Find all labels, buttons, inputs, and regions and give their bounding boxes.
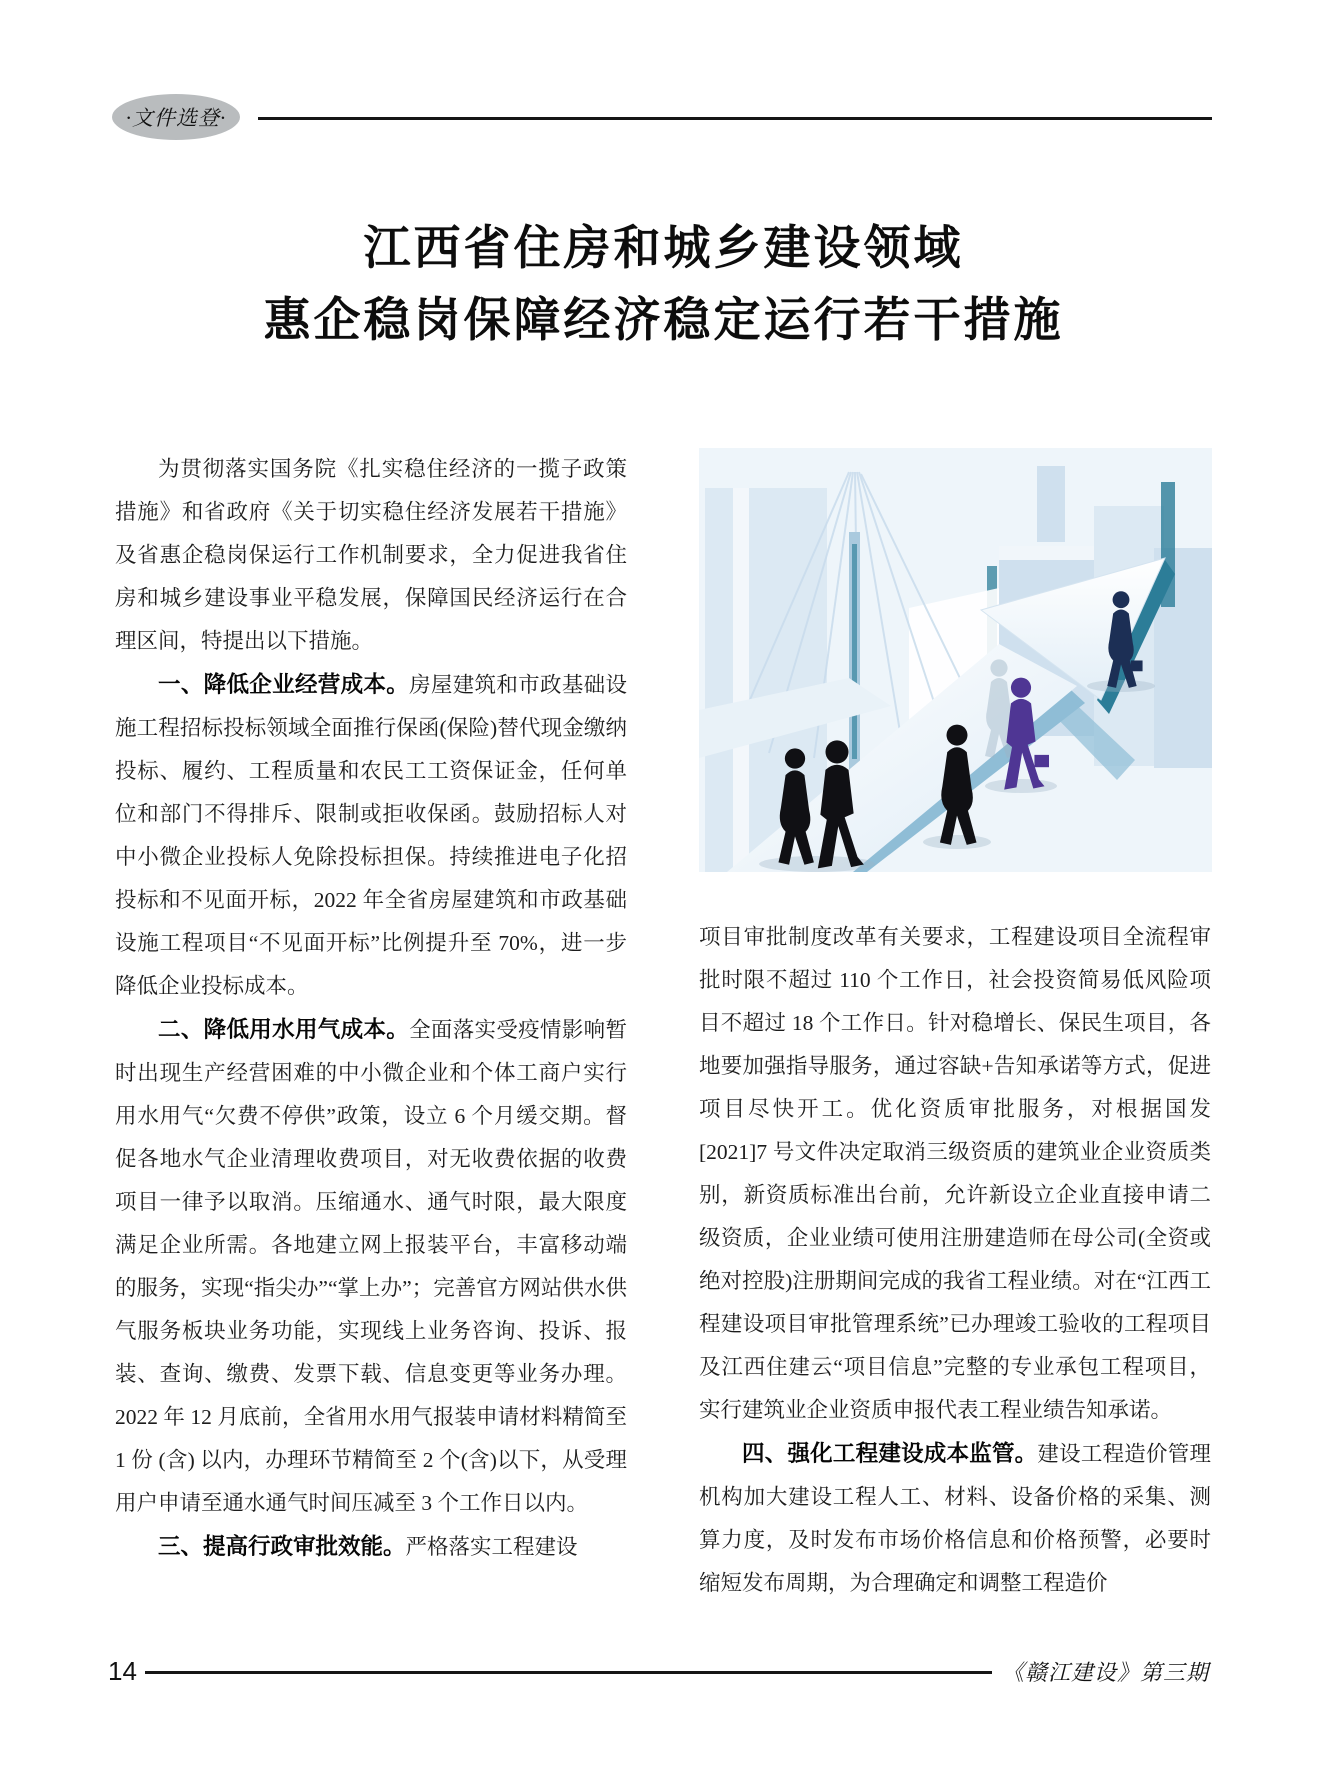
footer-rule xyxy=(145,1671,992,1674)
header-rule xyxy=(258,117,1212,120)
paragraph: 为贯彻落实国务院《扎实稳住经济的一揽子政策措施》和省政府《关于切实稳住经济发展若干措施》及省惠企稳岗保运行工作机制要求，全力促进我省住房和城乡建设事业平稳发展，保障国民经济运行在合理区间，特提出以下措施。 xyxy=(115,457,627,653)
article-title xyxy=(0,212,1327,356)
paragraph: 三、提高行政审批效能。严格落实工程建设 xyxy=(158,1534,578,1559)
left-column-text xyxy=(115,448,627,1569)
page-footer xyxy=(108,1656,1209,1687)
section-heading: 一、降低企业经营成本。 xyxy=(158,672,410,697)
page-number: 14 xyxy=(108,1656,137,1686)
article-title-line1: 江西省住房和城乡建设领域 xyxy=(363,221,964,274)
section-heading: 三、提高行政审批效能。 xyxy=(158,1534,406,1559)
right-column xyxy=(699,448,1211,1605)
section-badge-label: ·文件选登· xyxy=(125,106,227,130)
article-illustration xyxy=(699,448,1212,872)
paragraph: 四、强化工程建设成本监管。建设工程造价管理机构加大建设工程人工、材料、设备价格的采集、测算力度，及时发布市场价格信息和价格预警，必要时缩短发布周期，为合理确定和调整工程造价 xyxy=(699,1441,1211,1595)
article-title-line2: 惠企稳岗保障经济稳定运行若干措施 xyxy=(263,293,1064,346)
left-column xyxy=(115,448,627,1605)
section-heading: 四、强化工程建设成本监管。 xyxy=(742,1441,1038,1466)
section-badge xyxy=(112,94,240,140)
issue-label: 《赣江建设》第三期 xyxy=(1001,1660,1209,1685)
paragraph: 项目审批制度改革有关要求，工程建设项目全流程审批时限不超过 110 个工作日，社会投资简易低风险项目不超过 18 个工作日。针对稳增长、保民生项目，各地要加强指导服务，通过容缺+告知承诺等方式，促进项目尽快开工。优化资质审批服务，对根据国发[2021]7 号文件决定取消三级资质的建筑业企业资质类别，新资质标准出台前，允许新设立企业直接申请二级资质，企业业绩可使用注册建造师在母公司(全资或绝对控股)注册期间完成的我省工程业绩。对在“江西工程建设项目审批管理系统”已办理竣工验收的工程项目及江西住建云“项目信息”完整的专业承包工程项目，实行建筑业企业资质申报代表工程业绩告知承诺。 xyxy=(699,925,1211,1422)
article-body xyxy=(115,448,1212,1605)
arrow-growth-illustration xyxy=(699,448,1212,872)
page-header xyxy=(112,94,1212,140)
paragraph: 二、降低用水用气成本。全面落实受疫情影响暂时出现生产经营困难的中小微企业和个体工商户实行用水用气“欠费不停供”政策，设立 6 个月缓交期。督促各地水气企业清理收费项目，对无收费依据的收费项目一律予以取消。压缩通水、通气时限，最大限度满足企业所需。各地建立网上报装平台，丰富移动端的服务，实现“指尖办”“掌上办”；完善官方网站供水供气服务板块业务功能，实现线上业务咨询、投诉、报装、查询、缴费、发票下载、信息变更等业务办理。2022 年 12 月底前，全省用水用气报装申请材料精简至 1 份 (含) 以内，办理环节精简至 2 个(含)以下，从受理用户申请至通水通气时间压减至 3 个工作日以内。 xyxy=(115,1017,627,1515)
paragraph: 一、降低企业经营成本。房屋建筑和市政基础设施工程招标投标领域全面推行保函(保险)替代现金缴纳投标、履约、工程质量和农民工工资保证金，任何单位和部门不得排斥、限制或拒收保函。鼓励招标人对中小微企业投标人免除投标担保。持续推进电子化招投标和不见面开标，2022 年全省房屋建筑和市政基础设施工程项目“不见面开标”比例提升至 70%，进一步降低企业投标成本。 xyxy=(115,672,627,998)
right-column-text xyxy=(699,916,1211,1605)
section-heading: 二、降低用水用气成本。 xyxy=(158,1017,410,1042)
